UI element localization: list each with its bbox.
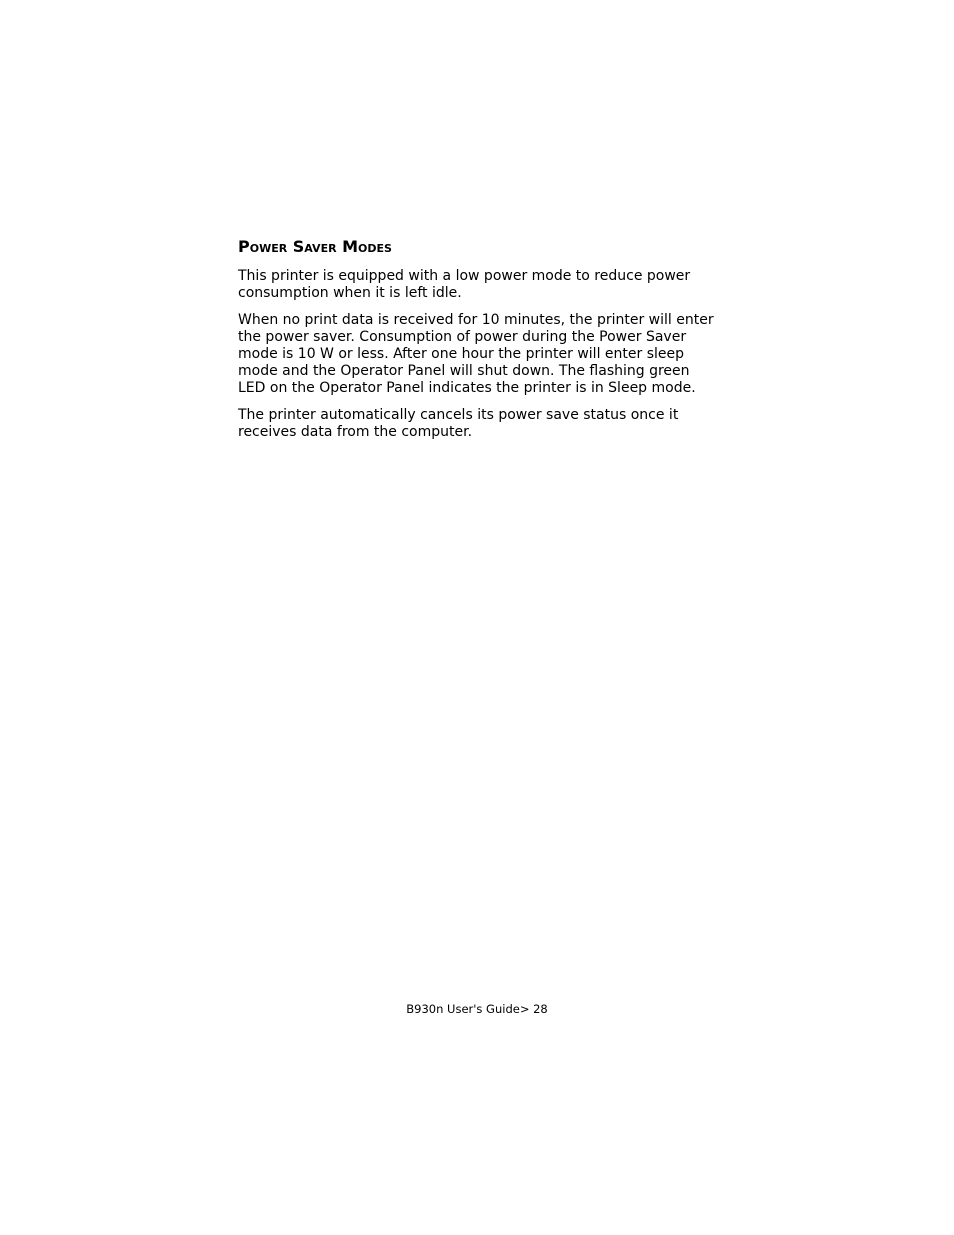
page-footer: B930n User's Guide> 28 <box>406 1002 548 1016</box>
section-heading: Power Saver Modes <box>238 237 392 256</box>
paragraph-power-saver-details: When no print data is received for 10 minutes, the printer will enter the power saver. Consumption of power during the Power Saver mode is 10 W or less. After one hour the printer will enter sleep mode and the Operator Panel will shut down. The flashing green LED on the Operator Panel indicates the printer is in Sleep mode. <box>238 312 714 396</box>
paragraph-cancel-power-save: The printer automatically cancels its power save status once it receives data from the computer. <box>238 407 679 440</box>
document-body <box>238 236 718 451</box>
paragraph-intro: This printer is equipped with a low power mode to reduce power consumption when it is left idle. <box>238 268 691 301</box>
